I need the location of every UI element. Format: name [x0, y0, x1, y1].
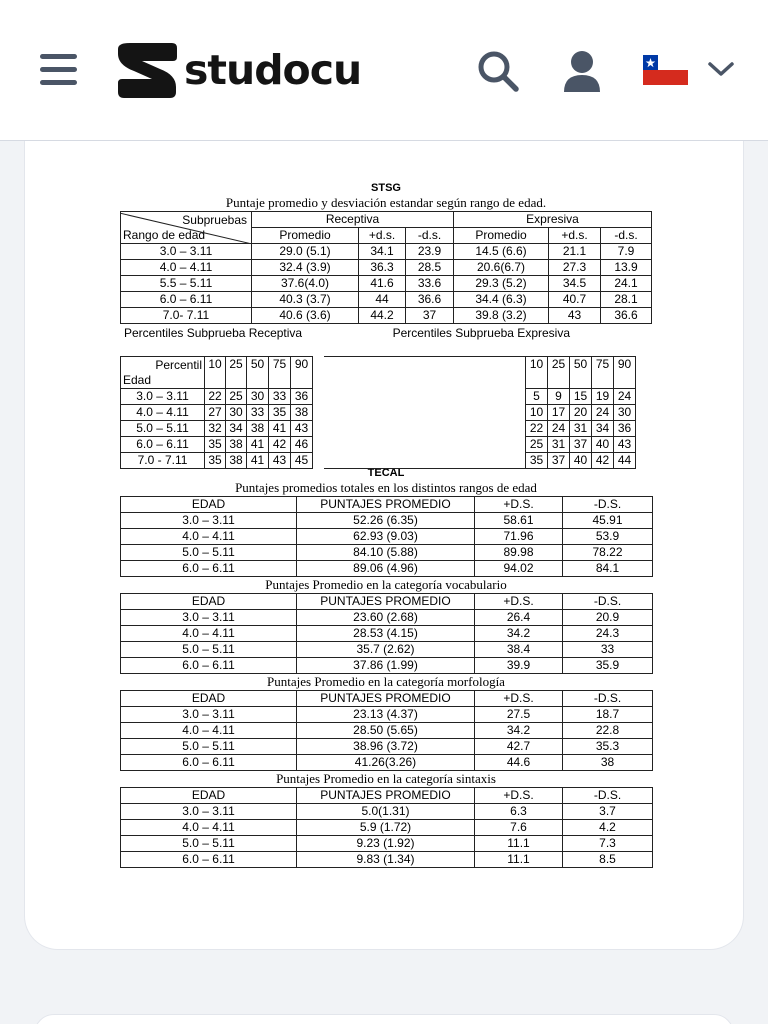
table-cell: 42.7 — [475, 739, 563, 755]
column-header: EDAD — [121, 497, 297, 513]
table-cell: 23.60 (2.68) — [297, 610, 475, 626]
table-cell: 43 — [549, 308, 601, 324]
corner-cell — [121, 212, 252, 244]
table-cell: 28.53 (4.15) — [297, 626, 475, 642]
table-cell: 89.98 — [475, 545, 563, 561]
table-cell: 3.0 – 3.11 — [121, 610, 297, 626]
table-cell: 29.3 (5.2) — [454, 276, 549, 292]
table-row — [121, 421, 313, 437]
table-cell: 32 — [205, 421, 226, 437]
table-cell: 36.6 — [406, 292, 454, 308]
table-cell: 34 — [592, 421, 614, 437]
table-cell: 36.3 — [359, 260, 406, 276]
table-cell: 45 — [291, 453, 313, 469]
percentile-tables — [120, 356, 652, 472]
table-cell: 33 — [269, 389, 291, 405]
table-cell: 3.0 – 3.11 — [121, 707, 297, 723]
table-cell: 14.5 (6.6) — [454, 244, 549, 260]
table-cell: 31 — [548, 437, 570, 453]
percentile-col: 50 — [247, 357, 269, 389]
table-row — [121, 260, 652, 276]
table-cell: 38.4 — [475, 642, 563, 658]
table-row — [121, 723, 653, 739]
tecal-title: TECAL — [367, 467, 405, 479]
table-cell: 71.96 — [475, 529, 563, 545]
table-cell: 35 — [526, 453, 548, 469]
table-cell: 5.0 – 5.11 — [121, 642, 297, 658]
stsg-title: STSG — [371, 182, 401, 194]
table-cell: 27 — [205, 405, 226, 421]
table-cell: 5 — [526, 389, 548, 405]
table-cell: 5.5 – 5.11 — [121, 276, 252, 292]
table-row — [121, 626, 653, 642]
table-cell: 43 — [614, 437, 636, 453]
user-icon[interactable] — [562, 50, 602, 97]
table-cell: 42 — [592, 453, 614, 469]
percentile-col: 75 — [592, 357, 614, 389]
table-cell: 24 — [614, 389, 636, 405]
percentile-corner-top: Percentil — [155, 357, 202, 372]
table-cell: 6.3 — [475, 804, 563, 820]
column-header: -D.S. — [563, 691, 653, 707]
table-cell: 41.6 — [359, 276, 406, 292]
studocu-logo-mark-icon — [116, 41, 178, 99]
table-cell: 22 — [526, 421, 548, 437]
table-cell: 15 — [570, 389, 592, 405]
corner-bottom-label: Rango de edad — [123, 227, 206, 242]
stsg-table — [120, 211, 652, 324]
table-row — [121, 852, 653, 868]
table-cell: 40 — [592, 437, 614, 453]
table-cell: 10 — [526, 405, 548, 421]
table-cell: 34.2 — [475, 626, 563, 642]
table-cell: 5.9 (1.72) — [297, 820, 475, 836]
table-cell: 3.0 – 3.11 — [121, 804, 297, 820]
table-cell: 41 — [247, 453, 269, 469]
percentile-corner-bottom: Edad — [123, 372, 152, 387]
table-cell: 37.6(4.0) — [252, 276, 359, 292]
column-header: EDAD — [121, 788, 297, 804]
percentile-col: 75 — [269, 357, 291, 389]
table-cell: 5.0 – 5.11 — [121, 545, 297, 561]
table-cell: 23.9 — [406, 244, 454, 260]
table-cell: 17 — [548, 405, 570, 421]
table-cell: 41.26(3.26) — [297, 755, 475, 771]
table-row — [526, 389, 636, 405]
column-header: -D.S. — [563, 788, 653, 804]
table-row — [121, 642, 653, 658]
table-cell: 44 — [614, 453, 636, 469]
table-row — [121, 804, 653, 820]
table-cell: 37 — [548, 453, 570, 469]
table-cell: 37.86 (1.99) — [297, 658, 475, 674]
table-row — [121, 739, 653, 755]
column-header: -D.S. — [563, 594, 653, 610]
table-cell: 34.4 (6.3) — [454, 292, 549, 308]
table-cell: 35.3 — [563, 739, 653, 755]
table-cell: 19 — [592, 389, 614, 405]
table-cell: 78.22 — [563, 545, 653, 561]
table-cell: 62.93 (9.03) — [297, 529, 475, 545]
table-cell: 28.1 — [601, 292, 652, 308]
table-caption: Puntajes Promedio en la categoría morfología — [267, 674, 505, 689]
corner-top-label: Subpruebas — [182, 212, 247, 227]
table-cell: 33.6 — [406, 276, 454, 292]
table-row — [121, 513, 653, 529]
table-cell: 40.3 (3.7) — [252, 292, 359, 308]
table-cell: 22 — [205, 389, 226, 405]
table-row — [121, 836, 653, 852]
tecal-table — [120, 787, 653, 868]
table-row — [526, 453, 636, 469]
sub-header: -d.s. — [601, 228, 652, 244]
table-row — [121, 389, 313, 405]
table-row — [121, 707, 653, 723]
group-header: Expresiva — [454, 212, 652, 228]
table-cell: 4.0 – 4.11 — [121, 405, 205, 421]
table-cell: 30 — [614, 405, 636, 421]
table-cell: 24 — [548, 421, 570, 437]
column-header: PUNTAJES PROMEDIO — [297, 497, 475, 513]
table-cell: 40.6 (3.6) — [252, 308, 359, 324]
table-cell: 43 — [291, 421, 313, 437]
table-cell: 5.0 – 5.11 — [121, 836, 297, 852]
table-row — [121, 545, 653, 561]
table-cell: 39.8 (3.2) — [454, 308, 549, 324]
table-cell: 29.0 (5.1) — [252, 244, 359, 260]
table-cell: 20.9 — [563, 610, 653, 626]
column-header: +D.S. — [475, 788, 563, 804]
table-cell: 44 — [359, 292, 406, 308]
table-row — [121, 308, 652, 324]
column-header: PUNTAJES PROMEDIO — [297, 691, 475, 707]
table-cell: 22.8 — [563, 723, 653, 739]
table-cell: 89.06 (4.96) — [297, 561, 475, 577]
table-cell: 34.5 — [549, 276, 601, 292]
chevron-down-icon[interactable] — [707, 60, 735, 83]
sub-header: Promedio — [454, 228, 549, 244]
table-cell: 34 — [226, 421, 247, 437]
table-cell: 4.0 – 4.11 — [121, 529, 297, 545]
table-cell: 52.26 (6.35) — [297, 513, 475, 529]
table-cell: 3.0 – 3.11 — [121, 244, 252, 260]
table-cell: 3.0 – 3.11 — [121, 389, 205, 405]
tecal-table — [120, 496, 653, 577]
table-cell: 35 — [205, 437, 226, 453]
table-cell: 35.9 — [563, 658, 653, 674]
table-cell: 25 — [526, 437, 548, 453]
table-cell: 9.83 (1.34) — [297, 852, 475, 868]
table-cell: 30 — [226, 405, 247, 421]
table-cell: 53.9 — [563, 529, 653, 545]
table-cell: 35 — [269, 405, 291, 421]
table-cell: 40 — [570, 453, 592, 469]
table-cell: 4.0 – 4.11 — [121, 260, 252, 276]
tecal-table — [120, 593, 653, 674]
percentile-col: 10 — [205, 357, 226, 389]
table-cell: 38 — [247, 421, 269, 437]
percentile-col: 50 — [570, 357, 592, 389]
table-row — [121, 244, 652, 260]
table-cell: 5.0 – 5.11 — [121, 739, 297, 755]
sub-header: -d.s. — [406, 228, 454, 244]
table-cell: 20.6(6.7) — [454, 260, 549, 276]
table-cell: 94.02 — [475, 561, 563, 577]
table-cell: 5.0 – 5.11 — [121, 421, 205, 437]
column-header: PUNTAJES PROMEDIO — [297, 788, 475, 804]
percentile-expresiva-table — [525, 356, 636, 469]
table-cell: 34.2 — [475, 723, 563, 739]
column-header: +D.S. — [475, 497, 563, 513]
table-cell: 45.91 — [563, 513, 653, 529]
table-caption: Puntajes Promedio en la categoría sintaxis — [276, 771, 496, 786]
table-row — [526, 421, 636, 437]
table-cell: 26.4 — [475, 610, 563, 626]
percentile-corner — [121, 357, 205, 389]
table-cell: 6.0 – 6.11 — [121, 437, 205, 453]
table-cell: 7.3 — [563, 836, 653, 852]
table-cell: 7.0- 7.11 — [121, 308, 252, 324]
table-cell: 11.1 — [475, 836, 563, 852]
percentiles-expresiva-label: Percentiles Subprueba Expresiva — [392, 326, 570, 340]
percentile-col: 90 — [614, 357, 636, 389]
table-row — [526, 405, 636, 421]
table-cell: 84.1 — [563, 561, 653, 577]
table-cell: 18.7 — [563, 707, 653, 723]
sub-header: Promedio — [252, 228, 359, 244]
table-cell: 11.1 — [475, 852, 563, 868]
table-cell: 7.6 — [475, 820, 563, 836]
menu-icon[interactable] — [40, 54, 77, 86]
table-cell: 32.4 (3.9) — [252, 260, 359, 276]
table-cell: 36.6 — [601, 308, 652, 324]
table-cell: 4.0 – 4.11 — [121, 723, 297, 739]
table-cell: 20 — [570, 405, 592, 421]
table-header-row — [121, 691, 653, 707]
group-header: Receptiva — [252, 212, 454, 228]
table-cell: 33 — [563, 642, 653, 658]
percentile-col: 25 — [548, 357, 570, 389]
table-cell: 9 — [548, 389, 570, 405]
table-cell: 38.96 (3.72) — [297, 739, 475, 755]
table-cell: 4.0 – 4.11 — [121, 626, 297, 642]
table-cell: 34.1 — [359, 244, 406, 260]
table-row — [121, 561, 653, 577]
table-cell: 38 — [226, 437, 247, 453]
table-cell: 84.10 (5.88) — [297, 545, 475, 561]
percentile-gap — [324, 356, 526, 469]
table-cell: 6.0 – 6.11 — [121, 561, 297, 577]
table-cell: 28.5 — [406, 260, 454, 276]
table-cell: 4.2 — [563, 820, 653, 836]
studocu-logo[interactable] — [116, 41, 361, 99]
table-row — [121, 820, 653, 836]
table-cell: 38 — [563, 755, 653, 771]
table-caption: Puntajes Promedio en la categoría vocabulario — [265, 577, 507, 592]
sub-header: +d.s. — [549, 228, 601, 244]
table-cell: 27.3 — [549, 260, 601, 276]
table-header-row — [121, 497, 653, 513]
table-cell: 38 — [291, 405, 313, 421]
table-cell: 8.5 — [563, 852, 653, 868]
table-cell: 43 — [269, 453, 291, 469]
percentile-labels — [120, 324, 652, 340]
logo-text: studocu — [184, 45, 362, 94]
table-cell: 27.5 — [475, 707, 563, 723]
table-cell: 6.0 – 6.11 — [121, 852, 297, 868]
table-row — [121, 610, 653, 626]
table-cell: 28.50 (5.65) — [297, 723, 475, 739]
table-cell: 6.0 – 6.11 — [121, 292, 252, 308]
table-row — [121, 405, 313, 421]
table-cell: 37 — [406, 308, 454, 324]
table-cell: 44.2 — [359, 308, 406, 324]
table-header-row — [121, 788, 653, 804]
table-cell: 3.7 — [563, 804, 653, 820]
column-header: +D.S. — [475, 691, 563, 707]
document-content — [120, 181, 652, 868]
table-cell: 58.61 — [475, 513, 563, 529]
table-header-row — [121, 594, 653, 610]
sub-header: +d.s. — [359, 228, 406, 244]
table-cell: 41 — [269, 421, 291, 437]
table-cell: 35.7 (2.62) — [297, 642, 475, 658]
percentile-receptiva-table — [120, 356, 313, 469]
percentiles-receptiva-label: Percentiles Subprueba Receptiva — [124, 326, 303, 340]
table-cell: 31 — [570, 421, 592, 437]
percentile-col: 25 — [226, 357, 247, 389]
table-cell: 36 — [291, 389, 313, 405]
table-cell: 46 — [291, 437, 313, 453]
table-row — [121, 437, 313, 453]
table-cell: 24.3 — [563, 626, 653, 642]
table-cell: 23.13 (4.37) — [297, 707, 475, 723]
table-cell: 41 — [247, 437, 269, 453]
table-row — [121, 529, 653, 545]
next-page-card — [34, 1014, 734, 1024]
table-cell: 4.0 – 4.11 — [121, 820, 297, 836]
tecal-table — [120, 690, 653, 771]
table-cell: 7.9 — [601, 244, 652, 260]
table-row — [121, 755, 653, 771]
table-row — [121, 453, 313, 469]
table-cell: 38 — [226, 453, 247, 469]
table-cell: 33 — [247, 405, 269, 421]
table-row — [121, 276, 652, 292]
table-cell: 35 — [205, 453, 226, 469]
table-row — [526, 437, 636, 453]
chile-flag-icon[interactable] — [643, 55, 688, 85]
table-row — [121, 658, 653, 674]
table-cell: 40.7 — [549, 292, 601, 308]
table-cell: 13.9 — [601, 260, 652, 276]
table-cell: 6.0 – 6.11 — [121, 755, 297, 771]
top-bar — [0, 0, 768, 141]
column-header: EDAD — [121, 594, 297, 610]
table-cell: 24 — [592, 405, 614, 421]
diagonal-line — [121, 212, 252, 244]
table-cell: 24.1 — [601, 276, 652, 292]
table-cell: 25 — [226, 389, 247, 405]
stsg-subtitle: Puntaje promedio y desviación estandar según rango de edad. — [225, 195, 547, 210]
table-cell: 5.0(1.31) — [297, 804, 475, 820]
column-header: -D.S. — [563, 497, 653, 513]
table-cell: 21.1 — [549, 244, 601, 260]
column-header: +D.S. — [475, 594, 563, 610]
search-icon[interactable] — [476, 49, 520, 98]
table-cell: 36 — [614, 421, 636, 437]
table-row — [121, 292, 652, 308]
table-cell: 39.9 — [475, 658, 563, 674]
table-caption: Puntajes promedios totales en los distintos rangos de edad — [235, 480, 537, 495]
tecal-tables — [120, 480, 652, 868]
percentile-col: 10 — [526, 357, 548, 389]
column-header: PUNTAJES PROMEDIO — [297, 594, 475, 610]
table-cell: 42 — [269, 437, 291, 453]
table-cell: 30 — [247, 389, 269, 405]
table-cell: 37 — [570, 437, 592, 453]
column-header: EDAD — [121, 691, 297, 707]
table-cell: 44.6 — [475, 755, 563, 771]
table-cell: 6.0 – 6.11 — [121, 658, 297, 674]
table-cell: 9.23 (1.92) — [297, 836, 475, 852]
percentile-col: 90 — [291, 357, 313, 389]
table-cell: 3.0 – 3.11 — [121, 513, 297, 529]
table-cell: 7.0 - 7.11 — [121, 453, 205, 469]
